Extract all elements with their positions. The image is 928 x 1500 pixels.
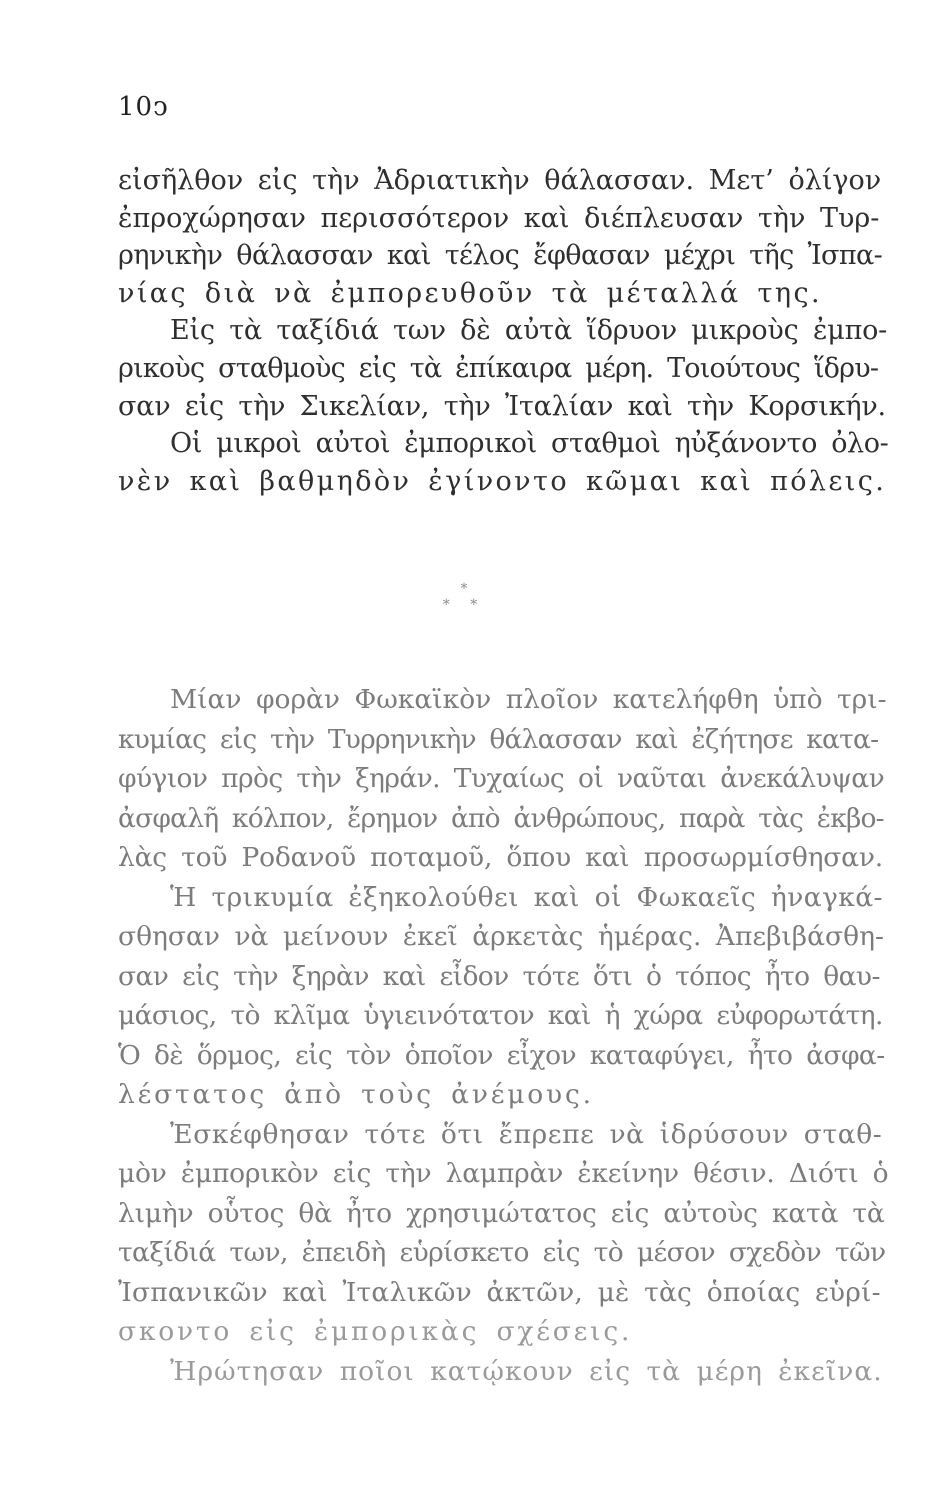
text-line: φύγιον πρὸς τὴν ξηράν. Τυχαίως οἱ ναῦται ἀνεκάλυψαν <box>118 763 885 794</box>
text-line: μὸν ἐμπορικὸν εἰς τὴν λαμπρὰν ἐκείνην θέσιν. Διότι ὁ <box>118 1158 889 1189</box>
text-line: ἐπροχώρησαν περισσότερον καὶ διέπλευσαν τὴν Τυρ- <box>118 202 880 234</box>
text-line: Ἡ τρικυμία ἐξηκολούθει καὶ οἱ Φωκαεῖς ἠναγκά- <box>170 881 883 913</box>
text-line: ρηνικὴν θάλασσαν καὶ τέλος ἔφθασαν μέχρι τῆς Ἰσπα- <box>118 240 883 272</box>
text-line: σκοντο εἰς ἐμπορικὰς σχέσεις. <box>118 1316 633 1347</box>
text-line: σαν εἰς τὴν ξηρὰν καὶ εἶδον τότε ὅτι ὁ τόπος ἦτο θαυ- <box>118 960 880 992</box>
text-line: λέστατος ἀπὸ τοὺς ἀνέμους. <box>118 1079 594 1110</box>
text-line: Μίαν φορὰν Φωκαϊκὸν πλοῖον κατελήφθη ὑπὸ τρι- <box>170 684 887 715</box>
text-line: κυμίας εἰς τὴν Τυρρηνικὴν θάλασσαν καὶ ἐζήτησε κατα- <box>118 723 879 755</box>
text-line: ἀσφαλῆ κόλπον, ἔρημον ἀπὸ ἀνθρώπους, παρὰ τὰς ἐκβο- <box>118 802 884 834</box>
text-line: εἰσῆλθον εἰς τὴν Ἀδριατικὴν θάλασσαν. Μετ’ ὀλίγον <box>118 165 882 196</box>
text-line: Οἱ μικροὶ αὐτοὶ ἐμπορικοὶ σταθμοὶ ηὐξάνοντο ὀλο- <box>170 428 889 460</box>
text-line: νὲν καὶ βαθμηδὸν ἐγίνοντο κῶμαι καὶ πόλεις. <box>118 465 887 497</box>
text-line: Ἐσκέφθησαν τότε ὅτι ἔπρεπε νὰ ἱδρύσουν σταθ- <box>170 1118 883 1150</box>
page-number: 10ↄ <box>118 92 169 122</box>
text-line: λὰς τοῦ Ροδανοῦ ποταμοῦ, ὅπου καὶ προσωρμίσθησαν. <box>118 842 884 873</box>
text-line: Ὁ δὲ ὅρμος, εἰς τὸν ὁποῖον εἶχον καταφύγει, ἦτο ἀσφα- <box>118 1039 885 1071</box>
text-line: Εἰς τὰ ταξίδιά των δὲ αὐτὰ ἵδρυον μικροὺς ἐμπο- <box>170 315 888 347</box>
text-line: ρικοὺς σταθμοὺς εἰς τὰ ἐπίκαιρα μέρη. Τοιούτους ἵδρυ- <box>118 352 879 384</box>
text-line: νίας διὰ νὰ ἐμπορευθοῦν τὰ μέταλλά της. <box>118 277 822 309</box>
text-line: σθησαν νὰ μείνουν ἐκεῖ ἀρκετὰς ἡμέρας. Ἀπεβιβάσθη- <box>118 921 884 952</box>
paragraph-block-top <box>118 162 888 500</box>
text-line: Ἠρώτησαν ποῖοι κατῴκουν εἰς τὰ μέρη ἐκεῖνα. <box>170 1355 883 1387</box>
text-line: λιμὴν οὗτος θὰ ἦτο χρησιμώτατος εἰς αὐτοὺς κατὰ τὰ <box>118 1197 885 1229</box>
text-line: ταξίδιά των, ἐπειδὴ εὑρίσκετο εἰς τὸ μέσον σχεδὸν τῶν <box>118 1237 886 1268</box>
section-separator-asterisks: * * <box>442 597 486 613</box>
text-line: μάσιος, τὸ κλῖμα ὑγιεινότατον καὶ ἡ χώρα εὐφορωτάτη. <box>118 1000 883 1031</box>
section-separator-asterisk: * <box>460 581 468 597</box>
paragraph-block-bottom <box>118 680 888 1391</box>
text-line: σαν εἰς τὴν Σικελίαν, τὴν Ἰταλίαν καὶ τὴν Κορσικήν. <box>118 390 886 422</box>
text-line: Ἰσπανικῶν καὶ Ἰταλικῶν ἀκτῶν, μὲ τὰς ὁποίας εὑρί- <box>118 1276 881 1308</box>
